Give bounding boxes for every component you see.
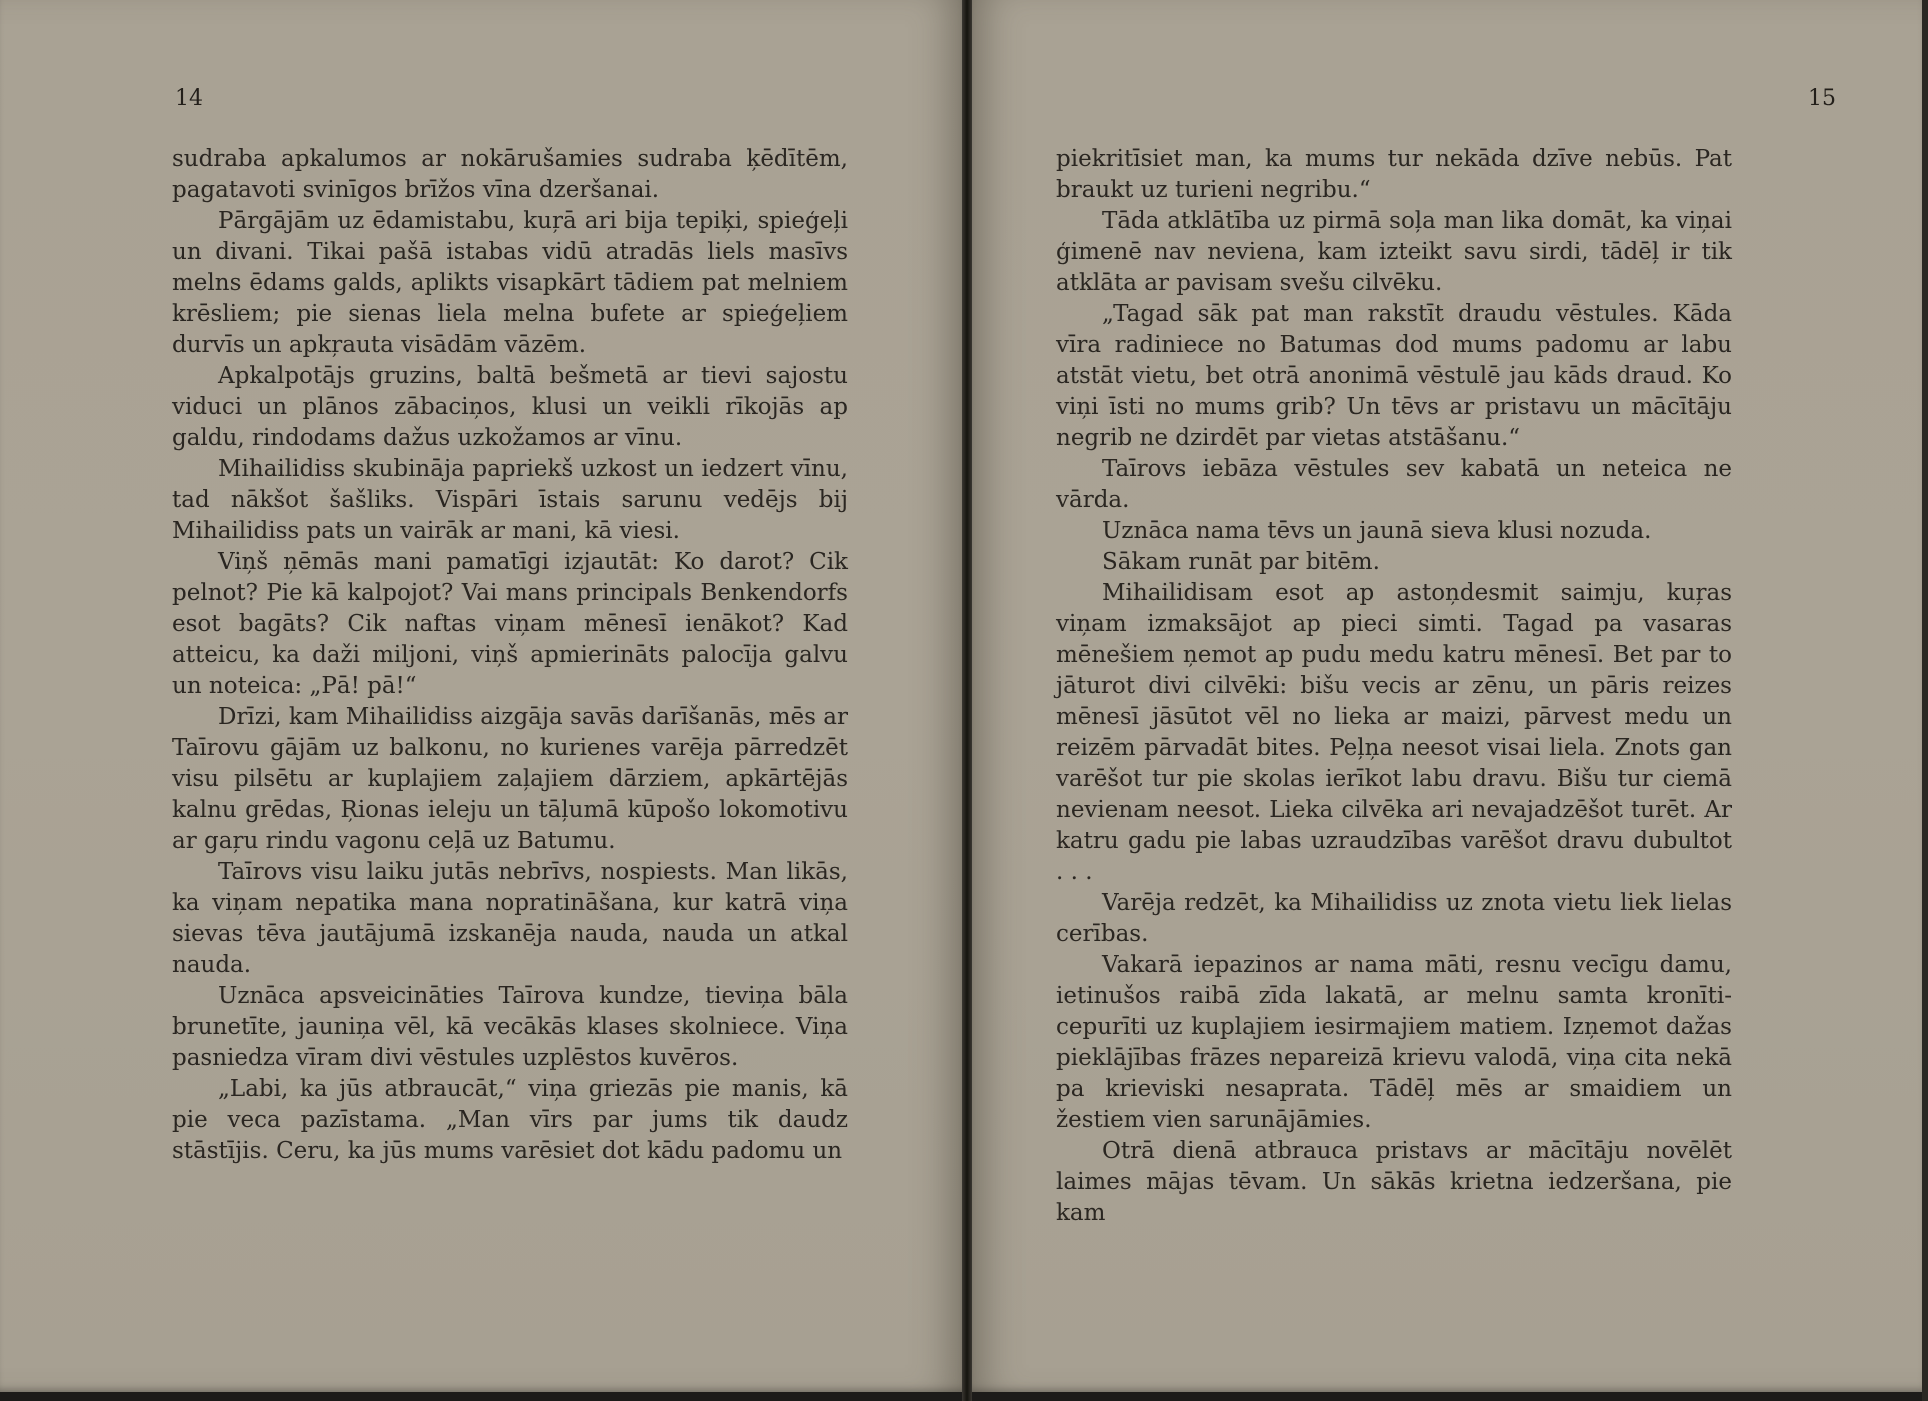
page-text: [1056, 144, 1732, 1229]
paragraph: Drīzi, kam Mihailidiss aizgāja savās darīšanās, mēs ar Taīrovu gājām uz balkonu, no kurienes varēja pārredzēt visu pilsētu ar kuplajiem zaļajiem dārziem, apkārtējās kalnu grēdas, Ŗionas ieleju un tāļumā kūpošo lokomotivu ar gaŗu rindu vagonu ceļā uz Batumu.: [172, 704, 848, 854]
paragraph: Pārgājām uz ēdamistabu, kuŗā ari bija tepiķi, spieģeļi un divani. Tikai pašā istabas vidū atradās liels masīvs melns ēdams galds, aplikts visapkārt tādiem pat melniem krēsliem; pie sienas liela melna bufete ar spieģeļiem durvīs un apkŗauta visādām vāzēm.: [172, 208, 848, 358]
page-number: 14: [175, 86, 203, 111]
page-number: 15: [1808, 86, 1836, 111]
paragraph: Taīrovs iebāza vēstules sev kabatā un neteica ne vārda.: [1056, 456, 1732, 513]
paragraph: Mihailidiss skubināja papriekš uzkost un iedzert vīnu, tad nākšot šašliks. Vispāri īstais sarunu vedējs bij Mihailidiss pats un vairāk ar mani, kā viesi.: [172, 456, 848, 544]
paragraph: Vakarā iepazinos ar nama māti, resnu vecīgu damu, ietinušos raibā zīda lakatā, ar melnu samta kronīti-cepurīti uz kuplajiem iesirmajiem matiem. Izņemot dažas pieklājības frāzes nepareizā krievu valodā, viņa cita nekā pa krieviski nesaprata. Tādēļ mēs ar smaidiem un žestiem vien sarunājāmies.: [1056, 952, 1732, 1133]
paragraph: Sākam runāt par bitēm.: [1102, 549, 1380, 575]
paragraph: Uznāca apsveicināties Taīrova kundze, tieviņa bāla brunetīte, jauniņa vēl, kā vecākās klases skolniece. Viņa pasniedza vīram divi vēstules uzplēstos kuvēros.: [172, 983, 848, 1071]
right-page: [972, 0, 1922, 1392]
paragraph: „Tagad sāk pat man rakstīt draudu vēstules. Kāda vīra radiniece no Batumas dod mums padomu ar labu atstāt vietu, bet otrā anonimā vēstulē jau kāds draud. Ko viņi īsti no mums grib? Un tēvs ar pristavu un mācītāju negrib ne dzirdēt par vietas atstāšanu.“: [1056, 301, 1732, 451]
paragraph: Taīrovs visu laiku jutās nebrīvs, nospiests. Man likās, ka viņam nepatika mana nopratināšana, kur katrā viņa sievas tēva jautājumā izskanēja nauda, nauda un atkal nauda.: [172, 859, 848, 978]
paragraph: Apkalpotājs gruzins, baltā bešmetā ar tievi sajostu viduci un plānos zābaciņos, klusi un veikli rīkojās ap galdu, rindodams dažus uzkožamos ar vīnu.: [172, 363, 848, 451]
left-page: [0, 0, 962, 1392]
page-text: [172, 144, 848, 1167]
page-edge: [1922, 0, 1928, 1401]
paragraph: sudraba apkalumos ar nokārušamies sudraba ķēdītēm, pagatavoti svinīgos brīžos vīna dzeršanai.: [172, 146, 848, 203]
paragraph: Tāda atklātība uz pirmā soļa man lika domāt, ka viņai ģimenē nav neviena, kam izteikt savu sirdi, tādēļ ir tik atklāta ar pavisam svešu cilvēku.: [1056, 208, 1732, 296]
paragraph: Varēja redzēt, ka Mihailidiss uz znota vietu liek lielas cerības.: [1056, 890, 1732, 947]
paragraph: „Labi, ka jūs atbraucāt,“ viņa griezās pie manis, kā pie veca pazīstama. „Man vīrs par jums tik daudz stāstījis. Ceru, ka jūs mums varēsiet dot kādu padomu un: [172, 1076, 848, 1164]
book-gutter: [962, 0, 972, 1401]
paragraph: Viņš ņēmās mani pamatīgi izjautāt: Ko darot? Cik pelnot? Pie kā kalpojot? Vai mans principals Benkendorfs esot bagāts? Cik naftas viņam mēnesī ienākot? Kad atteicu, ka daži miljoni, viņš apmierināts palocīja galvu un noteica: „Pā! pā!“: [172, 549, 848, 699]
paragraph: Uznāca nama tēvs un jaunā sieva klusi nozuda.: [1102, 518, 1652, 544]
paragraph: Mihailidisam esot ap astoņdesmit saimju, kuŗas viņam izmaksājot ap pieci simti. Tagad pa vasaras mēnešiem ņemot ap pudu medu katru mēnesī. Bet par to jāturot divi cilvēki: bišu vecis ar zēnu, un pāris reizes mēnesī jāsūtot vēl no lieka ar maizi, pārvest medu un reizēm pārvadāt bites. Peļņa neesot visai liela. Znots gan varēšot tur pie skolas ierīkot labu dravu. Bišu tur ciemā nevienam neesot. Lieka cilvēka ari nevajadzēšot turēt. Ar katru gadu pie labas uzraudzības varēšot dravu dubultot . . .: [1056, 580, 1732, 885]
paragraph: piekritīsiet man, ka mums tur nekāda dzīve nebūs. Pat braukt uz turieni negribu.“: [1056, 146, 1732, 203]
paragraph: Otrā dienā atbrauca pristavs ar mācītāju novēlēt laimes mājas tēvam. Un sākās krietna iedzeršana, pie kam: [1056, 1138, 1732, 1226]
